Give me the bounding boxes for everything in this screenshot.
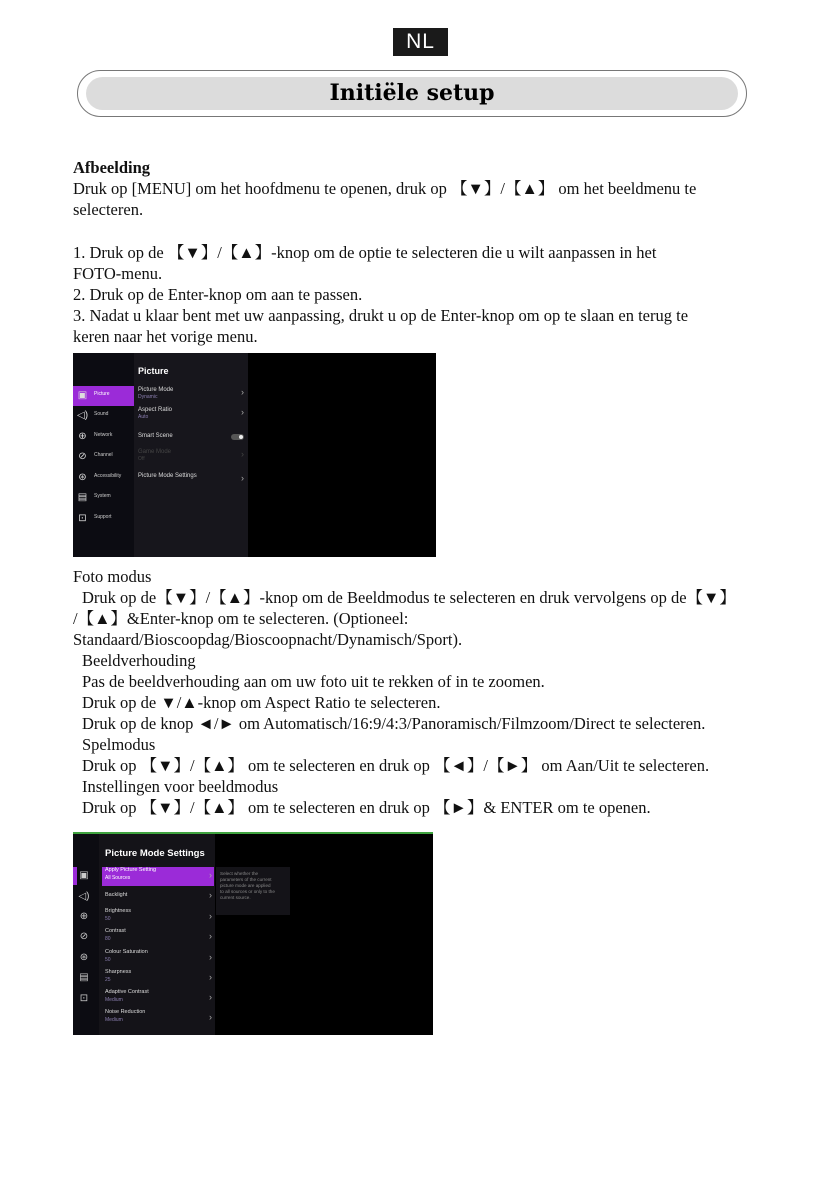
- sidebar-item-network: [73, 427, 134, 447]
- subheading: Beeldverhouding: [82, 651, 196, 670]
- chevron-right-icon: ›: [241, 387, 244, 397]
- body-text: [73, 566, 769, 818]
- sidebar-label: Sound: [94, 411, 109, 417]
- menu-row-apply-picture-setting: [102, 867, 214, 886]
- support-icon: ⊡: [78, 513, 87, 524]
- row-name: Noise Reduction: [105, 1009, 146, 1015]
- sidebar-item-support: [73, 509, 134, 529]
- row-value: 25: [105, 977, 111, 983]
- channel-icon: ⊘: [78, 451, 87, 462]
- help-line: to all sources or only to the: [220, 889, 275, 894]
- row-value: Medium: [105, 997, 123, 1003]
- intro-line: selecteren.: [73, 200, 144, 219]
- row-value: Medium: [105, 1017, 123, 1023]
- sidebar-item-picture: [73, 386, 134, 406]
- row-value: Auto: [138, 414, 149, 420]
- step-line: FOTO-menu.: [73, 264, 163, 283]
- menu-row-sharpness: [102, 969, 214, 983]
- help-line: current source.: [220, 895, 251, 900]
- body-line: Druk op de ▼/▲-knop om Aspect Ratio te selecteren.: [82, 693, 441, 712]
- chevron-right-icon: ›: [209, 890, 212, 900]
- body-line: Druk op 【▼】/【▲】 om te selecteren en druk op 【◄】/【►】 om Aan/Uit te selecteren.: [82, 756, 710, 775]
- row-name: Smart Scene: [138, 433, 173, 439]
- title-banner: [77, 70, 747, 117]
- toggle-switch: [231, 434, 244, 440]
- chevron-right-icon: ›: [209, 870, 212, 880]
- support-icon: ⊡: [79, 993, 89, 1004]
- globe-icon: ⊕: [78, 431, 87, 442]
- sidebar-label: System: [94, 493, 111, 499]
- row-name: Game Mode: [138, 449, 172, 455]
- menu-row-picture-mode: [138, 387, 244, 400]
- menu-row-contrast: [102, 928, 214, 942]
- row-value: 50: [105, 916, 111, 922]
- step-line: 3. Nadat u klaar bent met uw aanpassing, drukt u op de Enter-knop om op te slaan en terug te: [73, 306, 689, 325]
- step-line: keren naar het vorige menu.: [73, 327, 258, 346]
- intro-paragraph: [73, 178, 769, 220]
- help-line: parameters of the current: [220, 877, 272, 882]
- row-name: Aspect Ratio: [138, 407, 173, 413]
- row-value: 80: [105, 936, 111, 942]
- row-name: Contrast: [105, 928, 126, 934]
- help-line: picture mode are applied: [220, 883, 271, 888]
- chevron-right-icon: ›: [241, 473, 244, 483]
- menu-row-adaptive-contrast: [102, 989, 214, 1003]
- menu-row-smart-scene: [138, 433, 244, 439]
- body-line: Druk op de【▼】/【▲】-knop om de Beeldmodus te selecteren en druk vervolgens op de【▼】: [82, 588, 736, 607]
- chevron-right-icon: ›: [209, 952, 212, 962]
- system-icon: ▤: [77, 492, 88, 503]
- menu-row-noise-reduction: [102, 1009, 214, 1023]
- subheading: Foto modus: [73, 567, 152, 586]
- menu-row-colour-saturation: [102, 949, 214, 963]
- row-name: Brightness: [105, 908, 131, 914]
- active-indicator: [73, 867, 77, 885]
- page-title: Initiële setup: [86, 77, 738, 110]
- intro-line: Druk op [MENU] om het hoofdmenu te openen, druk op 【▼】/【▲】 om het beeldmenu te: [73, 179, 697, 198]
- menu-row-backlight: [102, 892, 214, 898]
- picture-menu-screenshot: [73, 353, 436, 557]
- picture-icon: ▣: [77, 390, 88, 401]
- chevron-right-icon: ›: [241, 449, 244, 459]
- sidebar-item-system: [73, 488, 134, 508]
- body-line: Standaard/Bioscoopdag/Bioscoopnacht/Dynamisch/Sport).: [73, 630, 463, 649]
- chevron-right-icon: ›: [209, 911, 212, 921]
- help-panel: [216, 867, 290, 915]
- row-name: Sharpness: [105, 969, 132, 975]
- chevron-right-icon: ›: [209, 1012, 212, 1022]
- row-name: Adaptive Contrast: [105, 989, 149, 995]
- speaker-icon: ◁): [77, 410, 89, 421]
- step-line: 1. Druk op de 【▼】/【▲】-knop om de optie te selecteren die u wilt aanpassen in het: [73, 243, 657, 262]
- row-name: Picture Mode Settings: [138, 473, 197, 479]
- menu-row-aspect-ratio: [138, 407, 244, 420]
- picture-mode-settings-screenshot: [73, 832, 433, 1035]
- tv-sidebar: [73, 353, 134, 557]
- chevron-right-icon: ›: [241, 407, 244, 417]
- row-name: Colour Saturation: [105, 949, 148, 955]
- body-line: Pas de beeldverhouding aan om uw foto uit te rekken of in te zoomen.: [82, 672, 545, 691]
- chevron-right-icon: ›: [209, 931, 212, 941]
- globe-icon: ⊕: [79, 911, 89, 922]
- accessibility-icon: ⊛: [79, 952, 89, 963]
- row-name: Picture Mode: [138, 387, 174, 393]
- sidebar-item-sound: [73, 406, 134, 426]
- speaker-icon: ◁): [78, 891, 90, 902]
- menu-heading: Picture Mode Settings: [105, 848, 205, 859]
- picture-icon: ▣: [79, 870, 89, 881]
- row-value: 50: [105, 957, 111, 963]
- subheading: Spelmodus: [82, 735, 156, 754]
- sidebar-item-channel: [73, 447, 134, 467]
- sidebar-label: Network: [94, 432, 113, 438]
- channel-icon: ⊘: [79, 931, 89, 942]
- menu-row-picture-mode-settings: [138, 473, 244, 483]
- sidebar-item-accessibility: [73, 468, 134, 488]
- language-badge: NL: [393, 28, 448, 56]
- row-name: Backlight: [105, 892, 128, 898]
- row-name: Apply Picture Setting: [105, 867, 157, 873]
- sidebar-label: Support: [94, 514, 112, 520]
- menu-row-brightness: [102, 908, 214, 922]
- step-line: 2. Druk op de Enter-knop om aan te passen.: [73, 285, 363, 304]
- chevron-right-icon: ›: [209, 992, 212, 1002]
- body-line: Druk op 【▼】/【▲】 om te selecteren en druk op 【►】& ENTER om te openen.: [82, 798, 651, 817]
- accessibility-icon: ⊛: [78, 472, 87, 483]
- chevron-right-icon: ›: [209, 972, 212, 982]
- steps-list: [73, 242, 769, 347]
- subheading: Instellingen voor beeldmodus: [82, 777, 279, 796]
- menu-heading: Picture: [138, 366, 169, 376]
- help-line: Select whether the: [220, 871, 259, 876]
- sidebar-label: Channel: [94, 452, 113, 458]
- body-line: Druk op de knop ◄/► om Automatisch/16:9/4:3/Panoramisch/Filmzoom/Direct te selecteren.: [82, 714, 706, 733]
- system-icon: ▤: [79, 972, 89, 983]
- sidebar-label: Accessibility: [94, 473, 122, 479]
- section-heading: Afbeelding: [73, 158, 151, 177]
- menu-row-game-mode: [138, 449, 244, 462]
- row-value: All Sources: [105, 875, 131, 881]
- tv-sidebar: [73, 834, 99, 1035]
- sidebar-label: Picture: [94, 391, 110, 397]
- row-value: Off: [138, 456, 145, 462]
- row-value: Dynamic: [138, 394, 158, 400]
- body-line: /【▲】&Enter-knop om te selecteren. (Optioneel:: [73, 609, 409, 628]
